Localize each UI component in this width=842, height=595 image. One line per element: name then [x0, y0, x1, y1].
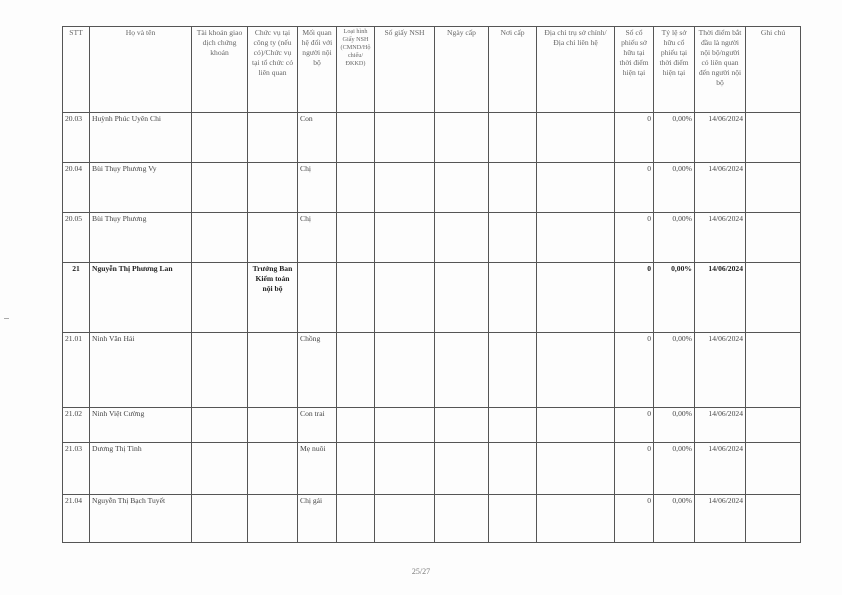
- cell-address: [537, 213, 615, 263]
- cell-relationship: Chị: [298, 213, 337, 263]
- cell-note: [746, 213, 801, 263]
- cell-note: [746, 443, 801, 495]
- cell-position: [248, 495, 298, 543]
- cell-account: [192, 113, 248, 163]
- cell-shares: 0: [615, 263, 654, 333]
- cell-ratio: 0,00%: [654, 408, 695, 443]
- cell-account: [192, 163, 248, 213]
- table-row: [63, 113, 801, 163]
- cell-relationship: Con trai: [298, 408, 337, 443]
- cell-id-type: [337, 443, 375, 495]
- cell-name: Dương Thị Tình: [90, 443, 192, 495]
- cell-ratio: 0,00%: [654, 443, 695, 495]
- cell-name: Nguyễn Thị Phương Lan: [90, 263, 192, 333]
- table-row: [63, 408, 801, 443]
- header-position: Chức vụ tại công ty (nếu có)/Chức vụ tại tổ chức có liên quan: [248, 27, 298, 113]
- header-stt: STT: [63, 27, 90, 113]
- cell-relationship: Con: [298, 113, 337, 163]
- table-row: [63, 263, 801, 333]
- cell-position: [248, 113, 298, 163]
- cell-stt: 21.04: [63, 495, 90, 543]
- cell-stt: 20.04: [63, 163, 90, 213]
- table-row: [63, 443, 801, 495]
- cell-relationship: Chồng: [298, 333, 337, 408]
- cell-relationship: Chị gái: [298, 495, 337, 543]
- cell-position: [248, 408, 298, 443]
- header-issue-place: Nơi cấp: [489, 27, 537, 113]
- cell-issue-place: [489, 213, 537, 263]
- cell-account: [192, 333, 248, 408]
- cell-ratio: 0,00%: [654, 163, 695, 213]
- cell-shares: 0: [615, 443, 654, 495]
- margin-mark: [4, 318, 9, 319]
- cell-issue-place: [489, 113, 537, 163]
- cell-account: [192, 213, 248, 263]
- cell-stt: 20.03: [63, 113, 90, 163]
- header-ratio: Tỷ lệ sở hữu cổ phiếu tại thời điểm hiện tại: [654, 27, 695, 113]
- header-relationship: Mối quan hệ đối với người nội bộ: [298, 27, 337, 113]
- cell-ratio: 0,00%: [654, 113, 695, 163]
- cell-note: [746, 333, 801, 408]
- cell-start-date: 14/06/2024: [695, 443, 746, 495]
- cell-issue-place: [489, 495, 537, 543]
- header-start-time: Thời điểm bắt đầu là người nội bộ/người có liên quan đến người nội bộ: [695, 27, 746, 113]
- cell-address: [537, 113, 615, 163]
- cell-start-date: 14/06/2024: [695, 263, 746, 333]
- cell-position: Trưởng Ban Kiểm toán nội bộ: [248, 263, 298, 333]
- cell-start-date: 14/06/2024: [695, 495, 746, 543]
- cell-position: [248, 213, 298, 263]
- table-body: [63, 113, 801, 543]
- cell-start-date: 14/06/2024: [695, 113, 746, 163]
- cell-start-date: 14/06/2024: [695, 408, 746, 443]
- cell-issue-date: [435, 333, 489, 408]
- cell-stt: 21.02: [63, 408, 90, 443]
- cell-relationship: Chị: [298, 163, 337, 213]
- header-id-number: Số giấy NSH: [375, 27, 435, 113]
- cell-account: [192, 263, 248, 333]
- cell-relationship: Mẹ nuôi: [298, 443, 337, 495]
- table-row: [63, 495, 801, 543]
- cell-issue-date: [435, 213, 489, 263]
- cell-issue-date: [435, 263, 489, 333]
- cell-issue-place: [489, 333, 537, 408]
- header-id-type: Loại hình Giấy NSH (CMND/Hộ chiếu/ĐKKD): [337, 27, 375, 113]
- header-issue-date: Ngày cấp: [435, 27, 489, 113]
- cell-issue-place: [489, 263, 537, 333]
- cell-address: [537, 408, 615, 443]
- header-shares: Số cổ phiếu sở hữu tại thời điểm hiện tại: [615, 27, 654, 113]
- header-account: Tài khoản giao dịch chứng khoán: [192, 27, 248, 113]
- cell-id-type: [337, 495, 375, 543]
- cell-name: Bùi Thụy Phương: [90, 213, 192, 263]
- cell-id-type: [337, 263, 375, 333]
- cell-id-number: [375, 495, 435, 543]
- cell-issue-date: [435, 443, 489, 495]
- cell-account: [192, 495, 248, 543]
- cell-address: [537, 443, 615, 495]
- cell-name: Bùi Thụy Phương Vy: [90, 163, 192, 213]
- cell-issue-place: [489, 163, 537, 213]
- related-persons-table: [62, 26, 801, 543]
- cell-stt: 20.05: [63, 213, 90, 263]
- cell-name: Huỳnh Phúc Uyên Chi: [90, 113, 192, 163]
- cell-id-number: [375, 163, 435, 213]
- cell-account: [192, 443, 248, 495]
- cell-position: [248, 163, 298, 213]
- cell-id-type: [337, 333, 375, 408]
- header-note: Ghi chú: [746, 27, 801, 113]
- cell-id-number: [375, 408, 435, 443]
- cell-note: [746, 163, 801, 213]
- cell-issue-date: [435, 495, 489, 543]
- cell-note: [746, 408, 801, 443]
- cell-id-number: [375, 263, 435, 333]
- cell-issue-place: [489, 408, 537, 443]
- cell-issue-date: [435, 163, 489, 213]
- cell-account: [192, 408, 248, 443]
- cell-address: [537, 263, 615, 333]
- cell-shares: 0: [615, 495, 654, 543]
- cell-address: [537, 163, 615, 213]
- cell-position: [248, 333, 298, 408]
- header-address: Địa chỉ trụ sở chính/Địa chỉ liên hệ: [537, 27, 615, 113]
- cell-stt: 21.03: [63, 443, 90, 495]
- header-row: [63, 27, 801, 113]
- cell-address: [537, 333, 615, 408]
- cell-id-number: [375, 443, 435, 495]
- cell-id-type: [337, 113, 375, 163]
- cell-shares: 0: [615, 408, 654, 443]
- cell-ratio: 0,00%: [654, 333, 695, 408]
- cell-start-date: 14/06/2024: [695, 333, 746, 408]
- cell-id-type: [337, 163, 375, 213]
- page-number: 25/27: [411, 567, 431, 576]
- cell-relationship: [298, 263, 337, 333]
- cell-address: [537, 495, 615, 543]
- cell-id-number: [375, 113, 435, 163]
- cell-id-number: [375, 333, 435, 408]
- cell-ratio: 0,00%: [654, 263, 695, 333]
- cell-shares: 0: [615, 333, 654, 408]
- cell-note: [746, 263, 801, 333]
- cell-stt: 21.01: [63, 333, 90, 408]
- header-name: Họ và tên: [90, 27, 192, 113]
- cell-issue-date: [435, 408, 489, 443]
- cell-ratio: 0,00%: [654, 495, 695, 543]
- cell-shares: 0: [615, 213, 654, 263]
- table-row: [63, 213, 801, 263]
- cell-note: [746, 113, 801, 163]
- cell-shares: 0: [615, 113, 654, 163]
- cell-name: Ninh Văn Hải: [90, 333, 192, 408]
- cell-position: [248, 443, 298, 495]
- cell-name: Nguyễn Thị Bạch Tuyết: [90, 495, 192, 543]
- cell-issue-place: [489, 443, 537, 495]
- table-row: [63, 333, 801, 408]
- cell-issue-date: [435, 113, 489, 163]
- cell-id-type: [337, 408, 375, 443]
- cell-shares: 0: [615, 163, 654, 213]
- cell-note: [746, 495, 801, 543]
- cell-name: Ninh Việt Cường: [90, 408, 192, 443]
- table-row: [63, 163, 801, 213]
- cell-id-number: [375, 213, 435, 263]
- cell-stt: 21: [63, 263, 90, 333]
- cell-ratio: 0,00%: [654, 213, 695, 263]
- cell-start-date: 14/06/2024: [695, 213, 746, 263]
- cell-start-date: 14/06/2024: [695, 163, 746, 213]
- cell-id-type: [337, 213, 375, 263]
